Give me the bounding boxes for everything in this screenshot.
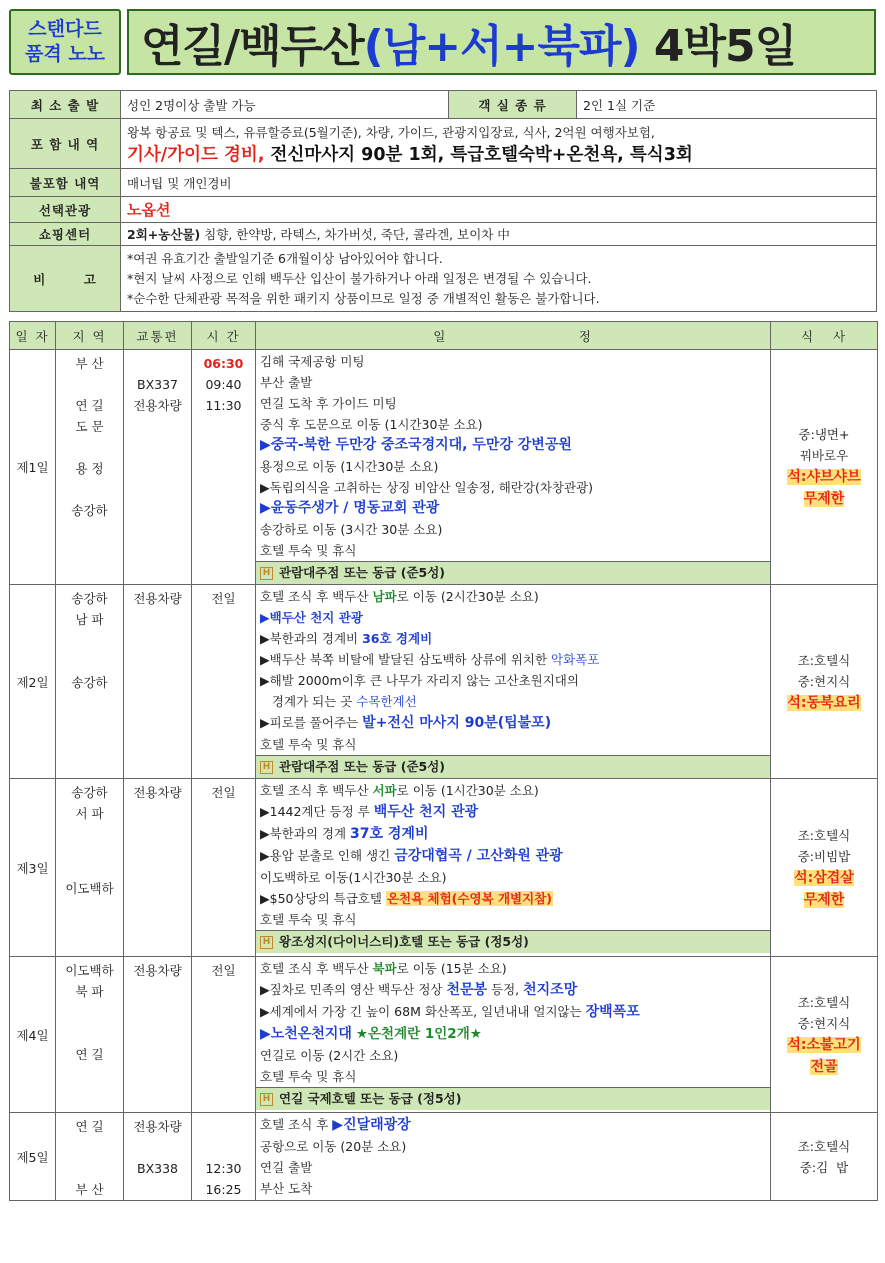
shopping-value bbox=[121, 223, 877, 246]
time-cell bbox=[192, 1113, 256, 1201]
region: 남 파 bbox=[75, 612, 104, 627]
region: 송강하 bbox=[71, 591, 108, 606]
itinerary-line: ▶북한과의 경계비 36호 경계비 bbox=[260, 631, 433, 646]
flight-number: BX338 bbox=[137, 1161, 178, 1176]
time: 12:30 bbox=[205, 1161, 242, 1176]
region-cell bbox=[56, 779, 124, 957]
itinerary-line: 연길 출발 bbox=[260, 1160, 313, 1175]
itinerary-line: ▶노천온천지대 ★온천계란 1인2개★ bbox=[260, 1026, 482, 1042]
page-title bbox=[127, 9, 876, 75]
meal: 꿔바로우 bbox=[799, 448, 849, 463]
included-line-2 bbox=[127, 144, 870, 166]
remark-item: *여권 유효기간 출발일기준 6개월이상 남아있어야 합니다. bbox=[127, 250, 443, 266]
itinerary-line: 호텔 투숙 및 휴식 bbox=[260, 912, 357, 927]
itinerary-cell bbox=[256, 350, 771, 585]
meal: 중:비빔밥 bbox=[797, 848, 851, 864]
shopping-label: 쇼핑센터 bbox=[10, 223, 121, 246]
region: 연 길 bbox=[75, 398, 104, 413]
info-table bbox=[9, 90, 877, 312]
time-cell: 전일 bbox=[192, 779, 256, 957]
min-departure-label: 최 소 출 발 bbox=[10, 91, 121, 119]
itinerary-line: ▶짚차로 민족의 영산 백두산 정상 천문봉 등정, 천지조망 bbox=[260, 982, 578, 998]
day-row bbox=[10, 779, 878, 957]
itinerary-cell bbox=[256, 779, 771, 957]
shopping-rest: 침향, 한약방, 라텍스, 차가버섯, 죽단, 콜라겐, 보이차 中 bbox=[200, 227, 510, 242]
day-label: 제4일 bbox=[10, 957, 56, 1113]
transport-cell: 전용차량 bbox=[124, 779, 192, 957]
col-time: 시 간 bbox=[192, 322, 256, 350]
region: 도 문 bbox=[75, 419, 104, 434]
hotel-row bbox=[256, 561, 770, 584]
day-row bbox=[10, 585, 878, 779]
meal-special: 석:샤브샤브 bbox=[787, 469, 861, 485]
included-value bbox=[121, 119, 877, 169]
region: 부 산 bbox=[75, 356, 104, 371]
schedule-table bbox=[9, 321, 878, 1201]
meal: 중:김 밥 bbox=[799, 1159, 849, 1175]
included-line-2-rest: 전신마사지 90분 1회, 특급호텔숙박+온천욕, 특식3회 bbox=[264, 144, 693, 165]
hotel-icon: H bbox=[260, 567, 273, 580]
included-label: 포 함 내 역 bbox=[10, 119, 121, 169]
title-part-3: 4박5일 bbox=[639, 21, 797, 72]
region-cell bbox=[56, 1113, 124, 1201]
day-label: 제3일 bbox=[10, 779, 56, 957]
itinerary-line: ▶독립의식을 고취하는 상징 비암산 일송정, 해란강(차창관광) bbox=[260, 480, 594, 495]
hotel-row bbox=[256, 930, 770, 953]
itinerary-line: ▶백두산 북쪽 비탈에 발달된 삼도백하 상류에 위치한 악화폭포 bbox=[260, 652, 600, 667]
itinerary-line: 연길로 이동 (2시간 소요) bbox=[260, 1048, 399, 1063]
hotel-row bbox=[256, 755, 770, 778]
region: 북 파 bbox=[75, 984, 104, 999]
remark-item: *현지 날씨 사정으로 인해 백두산 입산이 불가하거나 아래 일정은 변경될 수 있습니다. bbox=[127, 270, 592, 286]
day-row bbox=[10, 957, 878, 1113]
itinerary-cell bbox=[256, 1113, 771, 1201]
meal-special: 석:동북요리 bbox=[787, 694, 861, 711]
region-cell bbox=[56, 350, 124, 585]
flight-number: BX337 bbox=[137, 377, 178, 392]
region-cell bbox=[56, 585, 124, 779]
hotel-icon: H bbox=[260, 936, 273, 949]
room-type-label: 객 실 종 류 bbox=[449, 91, 577, 119]
itinerary-line: 호텔 조식 후 백두산 서파로 이동 (1시간30분 소요) bbox=[260, 783, 539, 798]
itinerary-cell bbox=[256, 957, 771, 1113]
region: 송강하 bbox=[71, 675, 108, 690]
itinerary-line: 연길 도착 후 가이드 미팅 bbox=[260, 396, 397, 411]
remark-item: *순수한 단체관광 목적을 위한 패키지 상품이므로 일정 중 개별적인 활동은 불가합니다. bbox=[127, 290, 600, 306]
transport: 전용차량 bbox=[133, 1119, 182, 1134]
region: 이도백하 bbox=[65, 963, 114, 978]
col-region: 지 역 bbox=[56, 322, 124, 350]
remarks-label: 비 고 bbox=[10, 246, 121, 312]
region-cell bbox=[56, 957, 124, 1113]
transport-cell: 전용차량 bbox=[124, 957, 192, 1113]
day-label: 제1일 bbox=[10, 350, 56, 585]
meal-special: 석:삼겹살 bbox=[794, 869, 854, 886]
region: 용 정 bbox=[75, 461, 104, 476]
itinerary-line: 호텔 조식 후 ▶진달래광장 bbox=[260, 1117, 411, 1133]
col-transport: 교통편 bbox=[124, 322, 192, 350]
shopping-bold: 2회+농산물) bbox=[127, 227, 201, 242]
region: 연 길 bbox=[75, 1047, 104, 1062]
meal: 조:호텔식 bbox=[797, 994, 851, 1010]
meal-cell bbox=[771, 779, 878, 957]
meal-special: 전골 bbox=[810, 1058, 838, 1075]
hotel-row bbox=[256, 1087, 770, 1110]
region: 서 파 bbox=[75, 806, 104, 821]
badge-line-2: 품격 노노 bbox=[24, 43, 106, 65]
itinerary-line: ▶피로를 풀어주는 발+전신 마사지 90분(팁불포) bbox=[260, 715, 552, 731]
optional-label: 선택관광 bbox=[10, 197, 121, 223]
itinerary-line: 부산 출발 bbox=[260, 375, 313, 390]
meal: 중:현지식 bbox=[797, 1015, 851, 1031]
time: 16:25 bbox=[205, 1182, 242, 1197]
itinerary-line: ▶세계에서 가장 긴 높이 68M 화산폭포, 일년내내 얼지않는 장백폭포 bbox=[260, 1004, 640, 1020]
hotel-name: 관람대주점 또는 동급 (준5성) bbox=[279, 565, 446, 580]
col-itinerary: 일 정 bbox=[256, 322, 771, 350]
itinerary-line: 김해 국제공항 미팅 bbox=[260, 354, 365, 369]
itinerary-line: 중식 후 도문으로 이동 (1시간30분 소요) bbox=[260, 417, 483, 432]
meal: 조:호텔식 bbox=[797, 1138, 851, 1154]
itinerary-line: ▶중국-북한 두만강 중조국경지대, 두만강 강변공원 bbox=[260, 437, 572, 453]
itinerary-line: 이도백하로 이동(1시간30분 소요) bbox=[260, 870, 447, 885]
meal: 중:냉면+ bbox=[798, 427, 850, 442]
transport-cell bbox=[124, 1113, 192, 1201]
itinerary-line: ▶북한과의 경계 37호 경계비 bbox=[260, 826, 429, 842]
transport-cell bbox=[124, 350, 192, 585]
itinerary-line: ▶해발 2000m이후 큰 나무가 자리지 않는 고산초원지대의 bbox=[260, 673, 579, 688]
meal-special: 석:소불고기 bbox=[787, 1036, 861, 1053]
day-row bbox=[10, 350, 878, 585]
itinerary-cell bbox=[256, 585, 771, 779]
region: 연 길 bbox=[75, 1119, 104, 1134]
brand-badge bbox=[9, 9, 121, 75]
time-cell: 전일 bbox=[192, 585, 256, 779]
itinerary-line: 호텔 투숙 및 휴식 bbox=[260, 543, 357, 558]
itinerary-line: 용정으로 이동 (1시간30분 소요) bbox=[260, 459, 439, 474]
meal-cell bbox=[771, 585, 878, 779]
meal-special: 무제한 bbox=[803, 891, 845, 908]
optional-value: 노옵션 bbox=[121, 197, 877, 223]
meal-special: 무제한 bbox=[803, 491, 845, 507]
time: 09:40 bbox=[205, 377, 242, 392]
itinerary-line: 호텔 투숙 및 휴식 bbox=[260, 737, 357, 752]
day-label: 제2일 bbox=[10, 585, 56, 779]
itinerary-line: 송강하로 이동 (3시간 30분 소요) bbox=[260, 522, 443, 537]
time-cell: 전일 bbox=[192, 957, 256, 1113]
itinerary-line: ▶백두산 천지 관광 bbox=[260, 610, 363, 625]
transport: 전용차량 bbox=[133, 398, 182, 413]
col-day: 일 자 bbox=[10, 322, 56, 350]
itinerary-line: ▶1442계단 등정 루 백두산 천지 관광 bbox=[260, 804, 479, 820]
itinerary-line: ▶용암 분출로 인해 생긴 금강대협곡 / 고산화원 관광 bbox=[260, 848, 563, 864]
time: 06:30 bbox=[203, 356, 244, 371]
meal-cell bbox=[771, 1113, 878, 1201]
itinerary-line: 호텔 투숙 및 휴식 bbox=[260, 1069, 357, 1084]
min-departure-value: 성인 2명이상 출발 가능 bbox=[121, 91, 449, 119]
title-part-1: 연길/백두산 bbox=[141, 21, 364, 72]
itinerary-line: ▶$50상당의 특급호텔 온천욕 체험(수영복 개별지참) bbox=[260, 891, 552, 906]
day-label: 제5일 bbox=[10, 1113, 56, 1201]
region: 이도백하 bbox=[65, 881, 114, 896]
hotel-name: 왕조성지(다이너스티)호텔 또는 동급 (정5성) bbox=[279, 934, 529, 949]
hotel-name: 관람대주점 또는 동급 (준5성) bbox=[279, 759, 446, 774]
meal: 조:호텔식 bbox=[797, 652, 851, 668]
meal-cell bbox=[771, 350, 878, 585]
hotel-name: 연길 국제호텔 또는 동급 (정5성) bbox=[279, 1091, 462, 1106]
meal-cell bbox=[771, 957, 878, 1113]
itinerary-line: 공항으로 이동 (20분 소요) bbox=[260, 1139, 407, 1154]
itinerary-line: 호텔 조식 후 백두산 북파로 이동 (15분 소요) bbox=[260, 961, 507, 976]
included-line-1: 왕복 항공료 및 텍스, 유류할증료(5월기준), 차량, 가이드, 관광지입장료, 식사, 2억원 여행자보험, bbox=[127, 124, 655, 140]
included-highlight: 기사/가이드 경비, bbox=[127, 144, 265, 165]
time: 11:30 bbox=[205, 398, 242, 413]
excluded-value: 매너팁 및 개인경비 bbox=[121, 169, 877, 197]
itinerary-line: 호텔 조식 후 백두산 남파로 이동 (2시간30분 소요) bbox=[260, 589, 539, 604]
meal: 조:호텔식 bbox=[797, 827, 851, 843]
hotel-icon: H bbox=[260, 761, 273, 774]
meal: 중:현지식 bbox=[797, 673, 851, 689]
day-row bbox=[10, 1113, 878, 1201]
region: 송강하 bbox=[71, 785, 108, 800]
title-part-2: (남+서+북파) bbox=[363, 21, 640, 72]
badge-line-1: 스탠다드 bbox=[28, 18, 102, 40]
itinerary-line: ▶윤동주생가 / 명동교회 관광 bbox=[260, 500, 440, 516]
itinerary-line: 경계가 되는 곳 수목한계선 bbox=[260, 694, 417, 709]
transport-cell: 전용차량 bbox=[124, 585, 192, 779]
region: 부 산 bbox=[75, 1182, 104, 1197]
remarks-value bbox=[121, 246, 877, 312]
excluded-label: 불포함 내역 bbox=[10, 169, 121, 197]
time-cell bbox=[192, 350, 256, 585]
hotel-icon: H bbox=[260, 1093, 273, 1106]
region: 송강하 bbox=[71, 503, 108, 518]
itinerary-line: 부산 도착 bbox=[260, 1181, 313, 1196]
room-type-value: 2인 1실 기준 bbox=[577, 91, 877, 119]
col-meals: 식 사 bbox=[771, 322, 878, 350]
